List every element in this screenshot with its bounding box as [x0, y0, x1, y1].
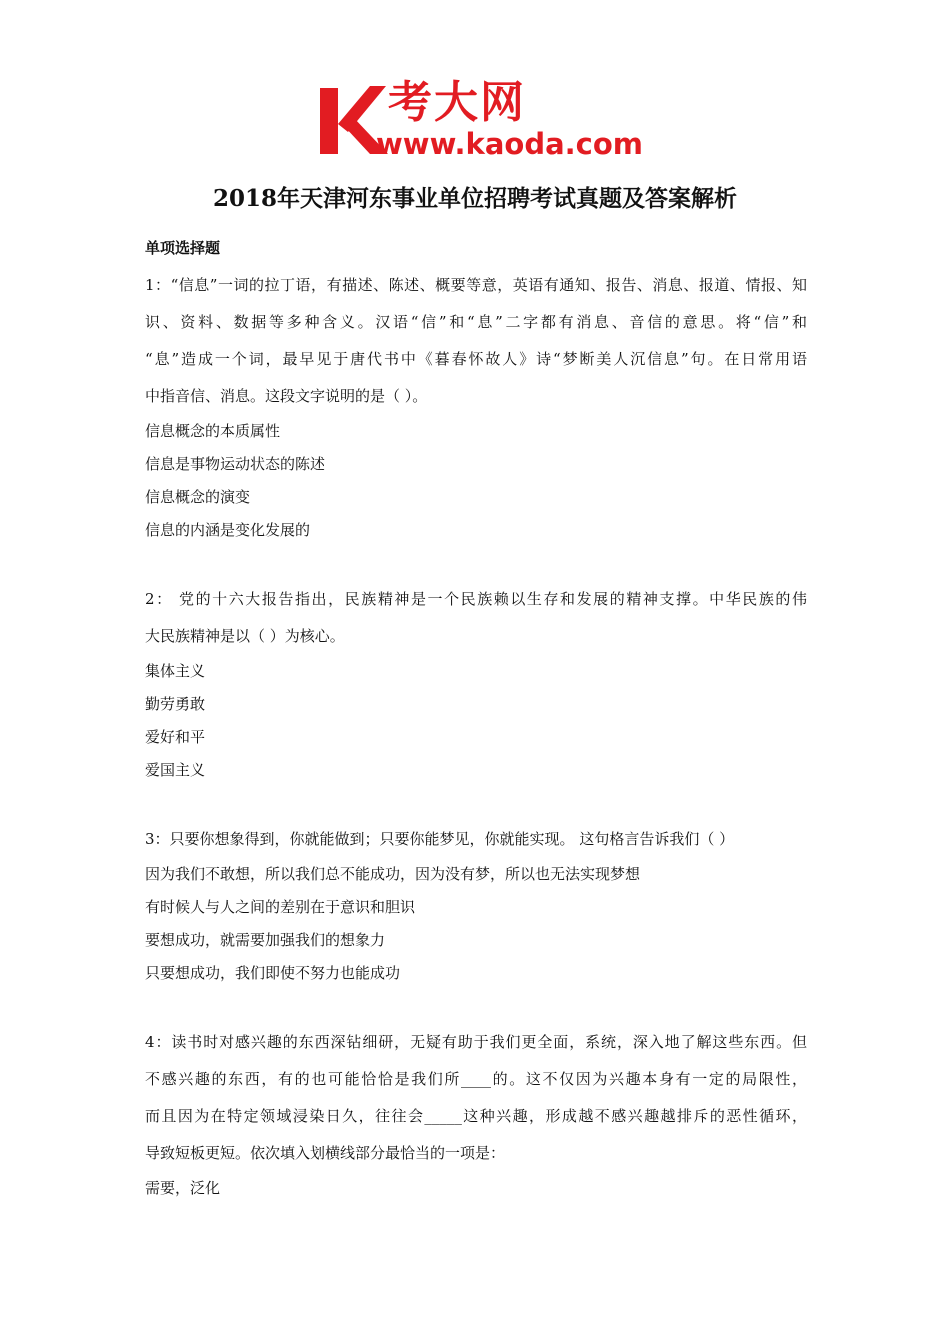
question-text-line: 识、资料、数据等多种含义。汉语“信”和“息”二字都有消息、音信的意思。将“信”和	[145, 313, 807, 331]
logo-chinese-text: 考大网	[388, 77, 526, 128]
question-text-line: 3：只要你想象得到，你就能做到；只要你能梦见，你就能实现。 这句格言告诉我们（ ）	[145, 830, 735, 848]
answer-option: 因为我们不敢想，所以我们总不能成功，因为没有梦，所以也无法实现梦想	[145, 865, 641, 883]
question-text-line: 4：读书时对感兴趣的东西深钻细研，无疑有助于我们更全面，系统，深入地了解这些东西。但	[145, 1033, 807, 1051]
question-text-line: 而且因为在特定领域浸染日久，往往会_____这种兴趣，形成越不感兴趣越排斥的恶性循环，	[145, 1107, 807, 1125]
document-title: 2018年天津河东事业单位招聘考试真题及答案解析	[212, 185, 737, 212]
question-4	[145, 1024, 807, 1205]
answer-option: 信息是事物运动状态的陈述	[145, 455, 326, 473]
answer-option: 集体主义	[145, 662, 206, 680]
question-text-line: 1：“信息”一词的拉丁语，有描述、陈述、概要等意，英语有通知、报告、消息、报道、情报、知	[145, 276, 807, 294]
kaoda-logo	[318, 77, 643, 161]
question-2	[145, 581, 807, 787]
question-3	[145, 821, 807, 990]
question-1	[145, 267, 807, 547]
answer-option: 需要，泛化	[145, 1179, 221, 1197]
answer-option: 要想成功，就需要加强我们的想象力	[145, 931, 386, 949]
document-body	[145, 235, 807, 1205]
question-text-line: 中指音信、消息。这段文字说明的是（ ）。	[145, 387, 428, 405]
logo-url-text: www.kaoda.com	[376, 127, 643, 161]
answer-option: 爱好和平	[145, 728, 206, 746]
question-text-line: 2： 党的十六大报告指出，民族精神是一个民族赖以生存和发展的精神支撑。中华民族的伟	[145, 590, 807, 608]
answer-option: 勤劳勇敢	[145, 695, 206, 713]
answer-option: 只要想成功，我们即使不努力也能成功	[145, 964, 401, 982]
question-text-line: 导致短板更短。依次填入划横线部分最恰当的一项是：	[145, 1144, 506, 1162]
answer-option: 信息概念的演变	[145, 488, 251, 506]
question-text-line: “息”造成一个词，最早见于唐代书中《暮春怀故人》诗“梦断美人沉信息”句。在日常用语	[145, 350, 807, 368]
question-text-line: 不感兴趣的东西，有的也可能恰恰是我们所____的。这不仅因为兴趣本身有一定的局限性，	[145, 1070, 807, 1088]
answer-option: 信息的内涵是变化发展的	[145, 521, 311, 539]
section-heading: 单项选择题	[145, 239, 221, 257]
answer-option: 爱国主义	[145, 761, 206, 779]
question-text-line: 大民族精神是以（ ）为核心。	[145, 627, 345, 645]
answer-option: 有时候人与人之间的差别在于意识和胆识	[145, 898, 416, 916]
answer-option: 信息概念的本质属性	[145, 422, 281, 440]
